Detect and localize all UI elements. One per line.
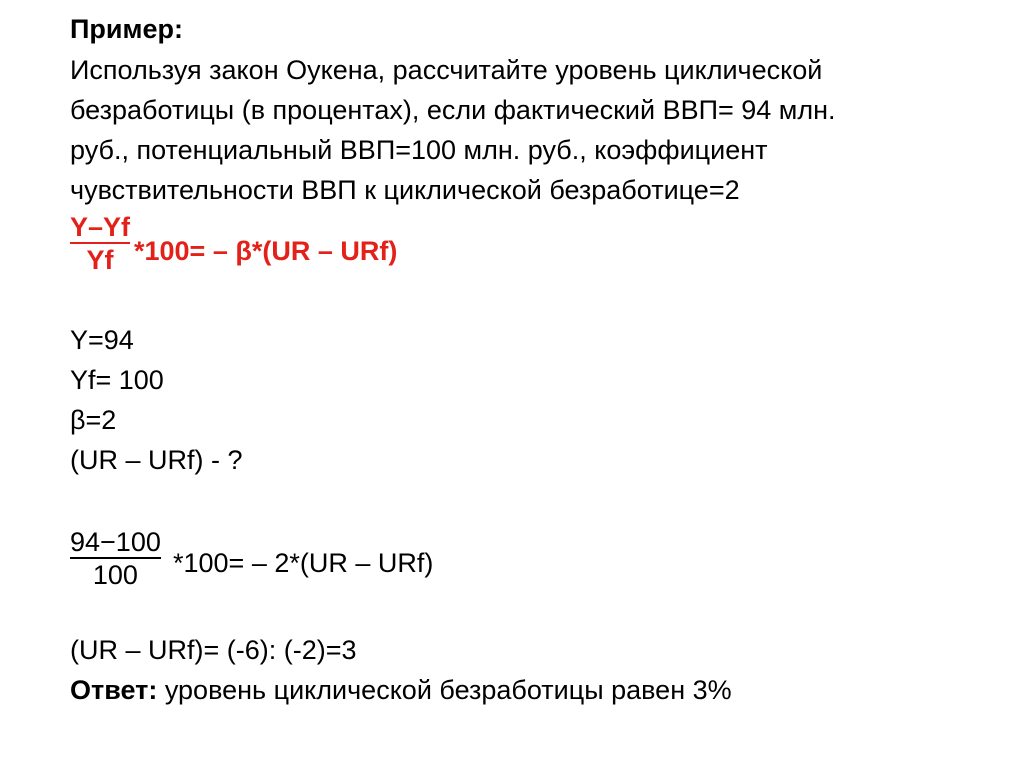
substitution-numerator: 94−100 [70,527,161,557]
answer-line [70,673,732,707]
substitution-fraction-bar [70,557,161,559]
okun-formula-numerator: Y–Yf [70,212,131,242]
given-unknown: (UR – URf) - ? [70,445,243,475]
substitution-rest: *100= – 2*(UR – URf) [173,548,434,578]
okun-formula-fraction [70,213,130,274]
substitution-fraction [70,528,161,589]
okun-formula-rest: *100= – β*(UR – URf) [134,236,398,266]
okun-formula-denominator: Yf [86,245,114,275]
example-heading: Пример: [70,14,183,44]
substitution-denominator: 100 [92,560,138,590]
result-line: (UR – URf)= (-6): (-2)=3 [70,635,357,665]
problem-line-3: руб., потенциальный ВВП=100 млн. руб., коэффициент [70,135,768,165]
problem-line-4: чувствительности ВВП к циклической безработице=2 [70,175,740,205]
answer-text: уровень циклической безработицы равен 3% [157,675,732,705]
answer-label: Ответ: [70,675,158,705]
problem-line-1: Используя закон Оукена, рассчитайте уровень циклической [70,55,823,85]
given-y: Y=94 [70,325,134,355]
given-beta: β=2 [70,405,117,435]
problem-line-2: безработицы (в процентах), если фактический ВВП= 94 млн. [70,95,836,125]
given-yf: Yf= 100 [70,365,164,395]
okun-formula-fraction-bar [70,242,130,244]
